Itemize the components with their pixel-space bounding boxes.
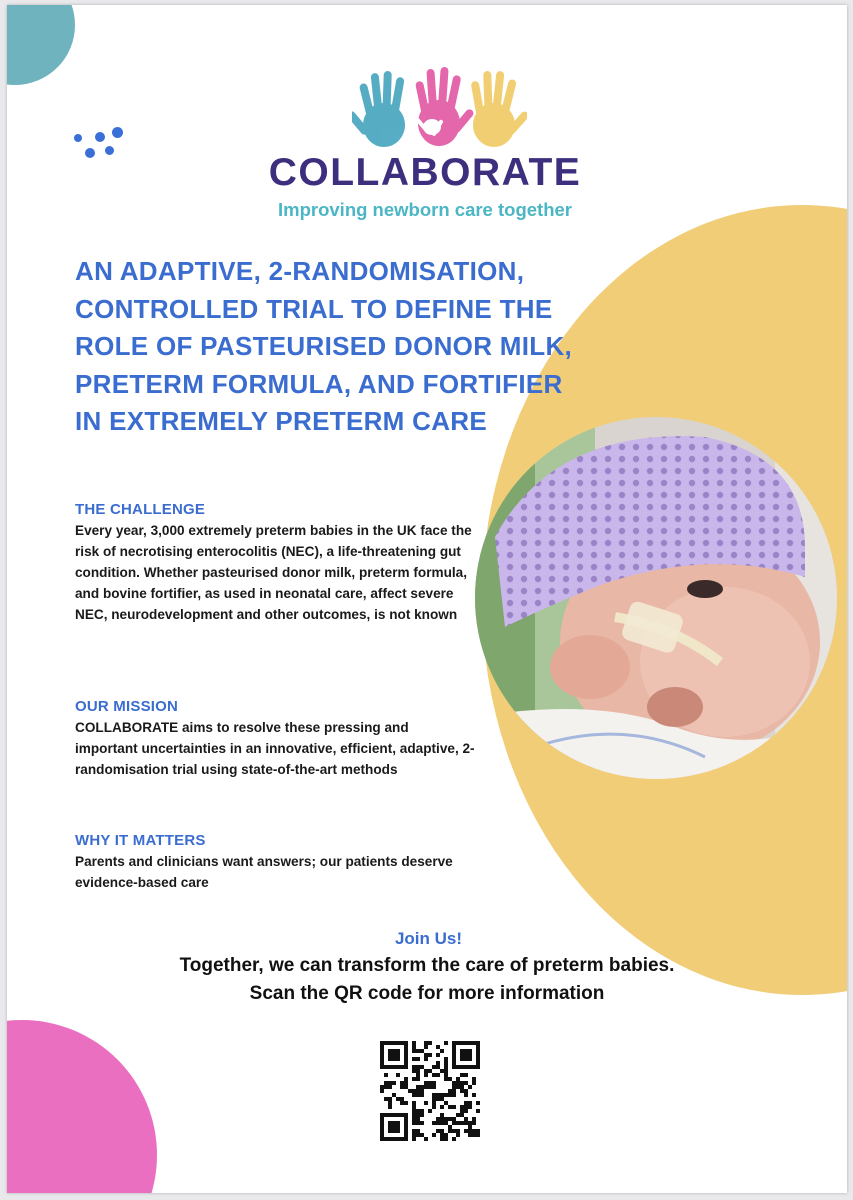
cta-line-2: Scan the QR code for more information	[249, 983, 605, 1004]
dot	[95, 132, 105, 142]
dot	[112, 127, 123, 138]
join-us-heading: Join Us!	[394, 929, 463, 948]
dot	[105, 146, 114, 155]
poster-title: AN ADAPTIVE, 2-RANDOMISATION, CONTROLLED TRIAL TO DEFINE THE ROLE OF PASTEURISED DONOR MILK, PRETERM FORMULA, AND FORTIFIER IN EXTREMELY PRETERM CARE	[75, 256, 573, 436]
cta-line-1: Together, we can transform the care of preterm babies.	[179, 955, 675, 976]
section-the-challenge	[75, 501, 475, 625]
dot	[74, 134, 82, 142]
section-our-mission	[75, 698, 475, 780]
section-why-it-matters	[75, 832, 475, 893]
section-body: Parents and clinicians want answers; our patients deserve evidence-based care	[75, 854, 453, 890]
preterm-baby-photo	[475, 417, 837, 779]
section-heading: THE CHALLENGE	[75, 501, 206, 518]
section-heading: WHY IT MATTERS	[75, 832, 206, 849]
teal-circle-decoration	[7, 5, 75, 85]
logo-wordmark: COLLABORATE	[268, 151, 582, 194]
pink-circle-decoration	[7, 1020, 157, 1193]
qr-code-icon[interactable]	[380, 1041, 480, 1141]
section-heading: OUR MISSION	[75, 698, 179, 715]
call-to-action	[7, 929, 847, 1005]
poster-page	[7, 5, 847, 1193]
hands-logo-icon	[352, 65, 527, 155]
logo-tagline: Improving newborn care together	[278, 199, 572, 220]
dot	[85, 148, 95, 158]
section-body: COLLABORATE aims to resolve these pressing and important uncertainties in an innovative, efficient, adaptive, 2-randomisation trial using state-of-the-art methods	[75, 720, 475, 777]
section-body: Every year, 3,000 extremely preterm babies in the UK face the risk of necrotising enterocolitis (NEC), a life-threatening gut condition. Whether pasteurised donor milk, preterm formula, and bovine fortifier, as used in neonatal care, affect severe NEC, neurodevelopment and other outcomes, is not known	[75, 523, 472, 622]
